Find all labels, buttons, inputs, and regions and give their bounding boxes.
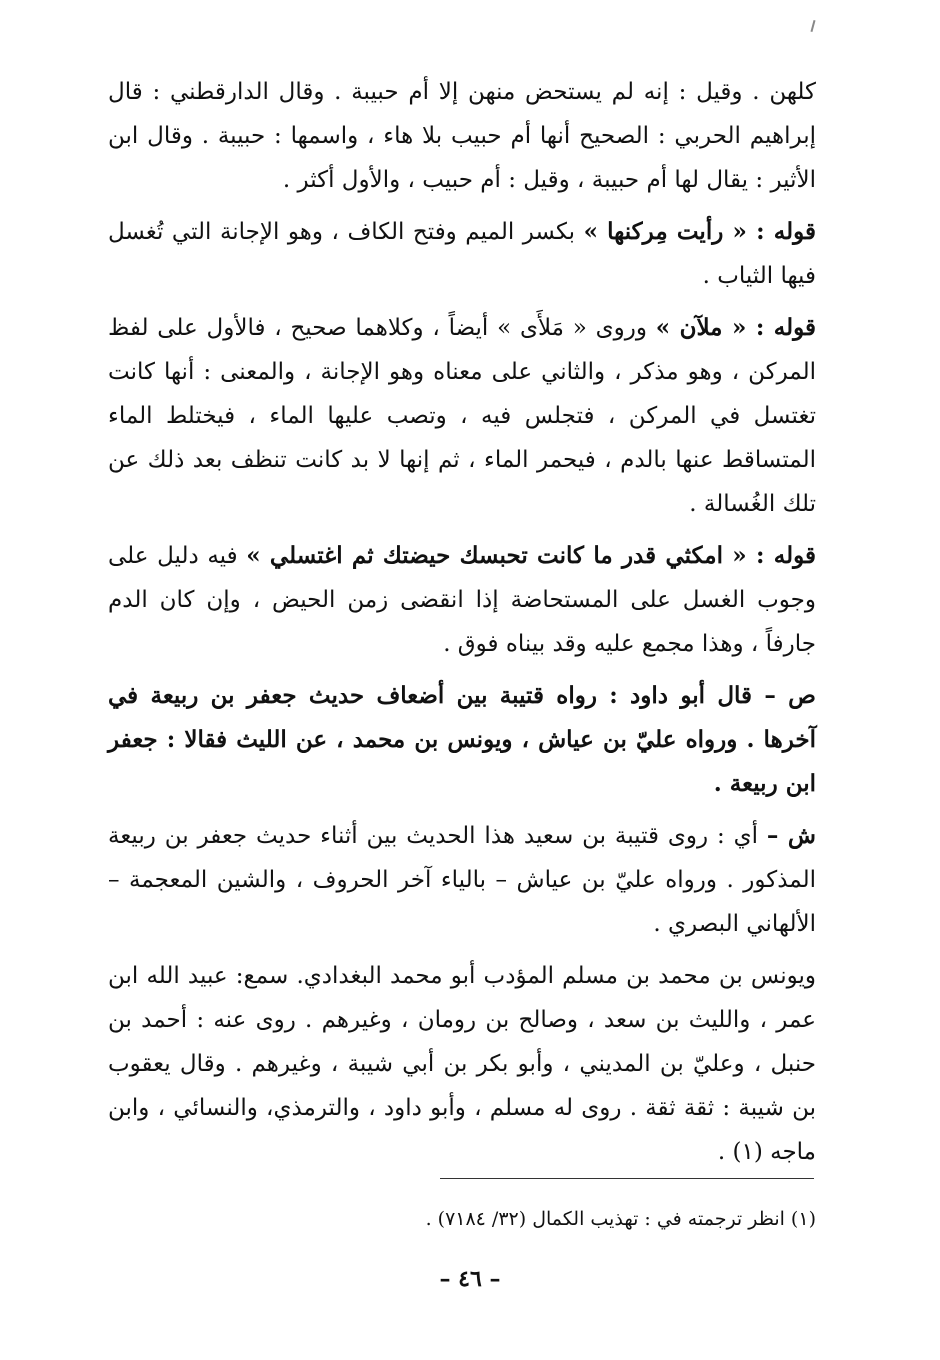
margin-mark xyxy=(810,20,815,32)
main-text xyxy=(108,70,816,1182)
paragraph-lead: قوله : « رأيت مِركنها » xyxy=(583,218,816,245)
paragraph-5 xyxy=(108,674,816,806)
paragraph-1 xyxy=(108,70,816,202)
paragraph-text: ويونس بن محمد بن مسلم المؤدب أبو محمد البغدادي. سمع: عبيد الله ابن عمر ، والليث بن سعد ، وصالح بن رومان ، وغيرهم . روى عنه : أحمد بن حنبل ، وعليّ بن المديني ، وأبو بكر بن أبي شيبة ، وغيرهم . وقال يعقوب بن شيبة : ثقة ثقة . روى له مسلم ، وأبو داود ، والترمذي، والنسائي ، وابن ماجه (١) . xyxy=(108,963,816,1165)
paragraph-text: فيه دليل على وجوب الغسل على المستحاضة إذا انقضى زمن الحيض ، وإن كان الدم جارفاً ، وهذا مجمع عليه وقد بيناه فوق . xyxy=(108,543,816,657)
footnote: (١) انظر ترجمته في : تهذيب الكمال (٣٢/ ٧١٨٤) . xyxy=(425,1208,816,1230)
paragraph-lead: قوله : « ملآن » xyxy=(655,314,816,341)
footnote-separator xyxy=(440,1178,814,1179)
paragraph-3 xyxy=(108,306,816,526)
paragraph-2 xyxy=(108,210,816,298)
page-number: – ٤٦ – xyxy=(439,1266,501,1292)
paragraph-6 xyxy=(108,814,816,946)
paragraph-text: أي : روى قتيبة بن سعيد هذا الحديث بين أثناء حديث جعفر بن ربيعة المذكور . ورواه عليّ بن عياش – بالياء آخر الحروف ، والشين المعجمة – الألهاني البصري . xyxy=(108,823,816,937)
paragraph-lead: قوله : « امكثي قدر ما كانت تحبسك حيضتك ثم اغتسلي » xyxy=(246,542,816,569)
paragraph-text: وروى « مَلأَى » أيضاً ، وكلاهما صحيح ، فالأول على لفظ المركن ، وهو مذكر ، والثاني على معناه وهو الإجانة ، والمعنى : أنها كانت تغتسل في المركن ، فتجلس فيه ، وتصب عليها الماء ، فيختلط الماء المتساقط عنها بالدم ، فيحمر الماء ، ثم إنها لا بد كانت تنظف بعد ذلك عن تلك الغُسالة . xyxy=(108,315,816,517)
paragraph-text: كلهن . وقيل : إنه لم يستحض منهن إلا أم حبيبة . وقال الدارقطني : قال إبراهيم الحربي : الصحيح أنها أم حبيب بلا هاء ، واسمها : حبيبة . وقال ابن الأثير : يقال لها أم حبيبة ، وقيل : أم حبيب ، والأول أكثر . xyxy=(108,79,816,193)
paragraph-text: بكسر الميم وفتح الكاف ، وهو الإجانة التي تُغسل فيها الثياب . xyxy=(108,219,816,289)
paragraph-lead: ش – xyxy=(766,822,816,849)
paragraph-4 xyxy=(108,534,816,666)
paragraph-7 xyxy=(108,954,816,1174)
paragraph-text: ص – قال أبو داود : رواه قتيبة بين أضعاف حديث جعفر بن ربيعة في آخرها . ورواه عليّ بن عياش ، ويونس بن محمد ، عن الليث فقالا : جعفر ابن ربيعة . xyxy=(108,682,816,797)
